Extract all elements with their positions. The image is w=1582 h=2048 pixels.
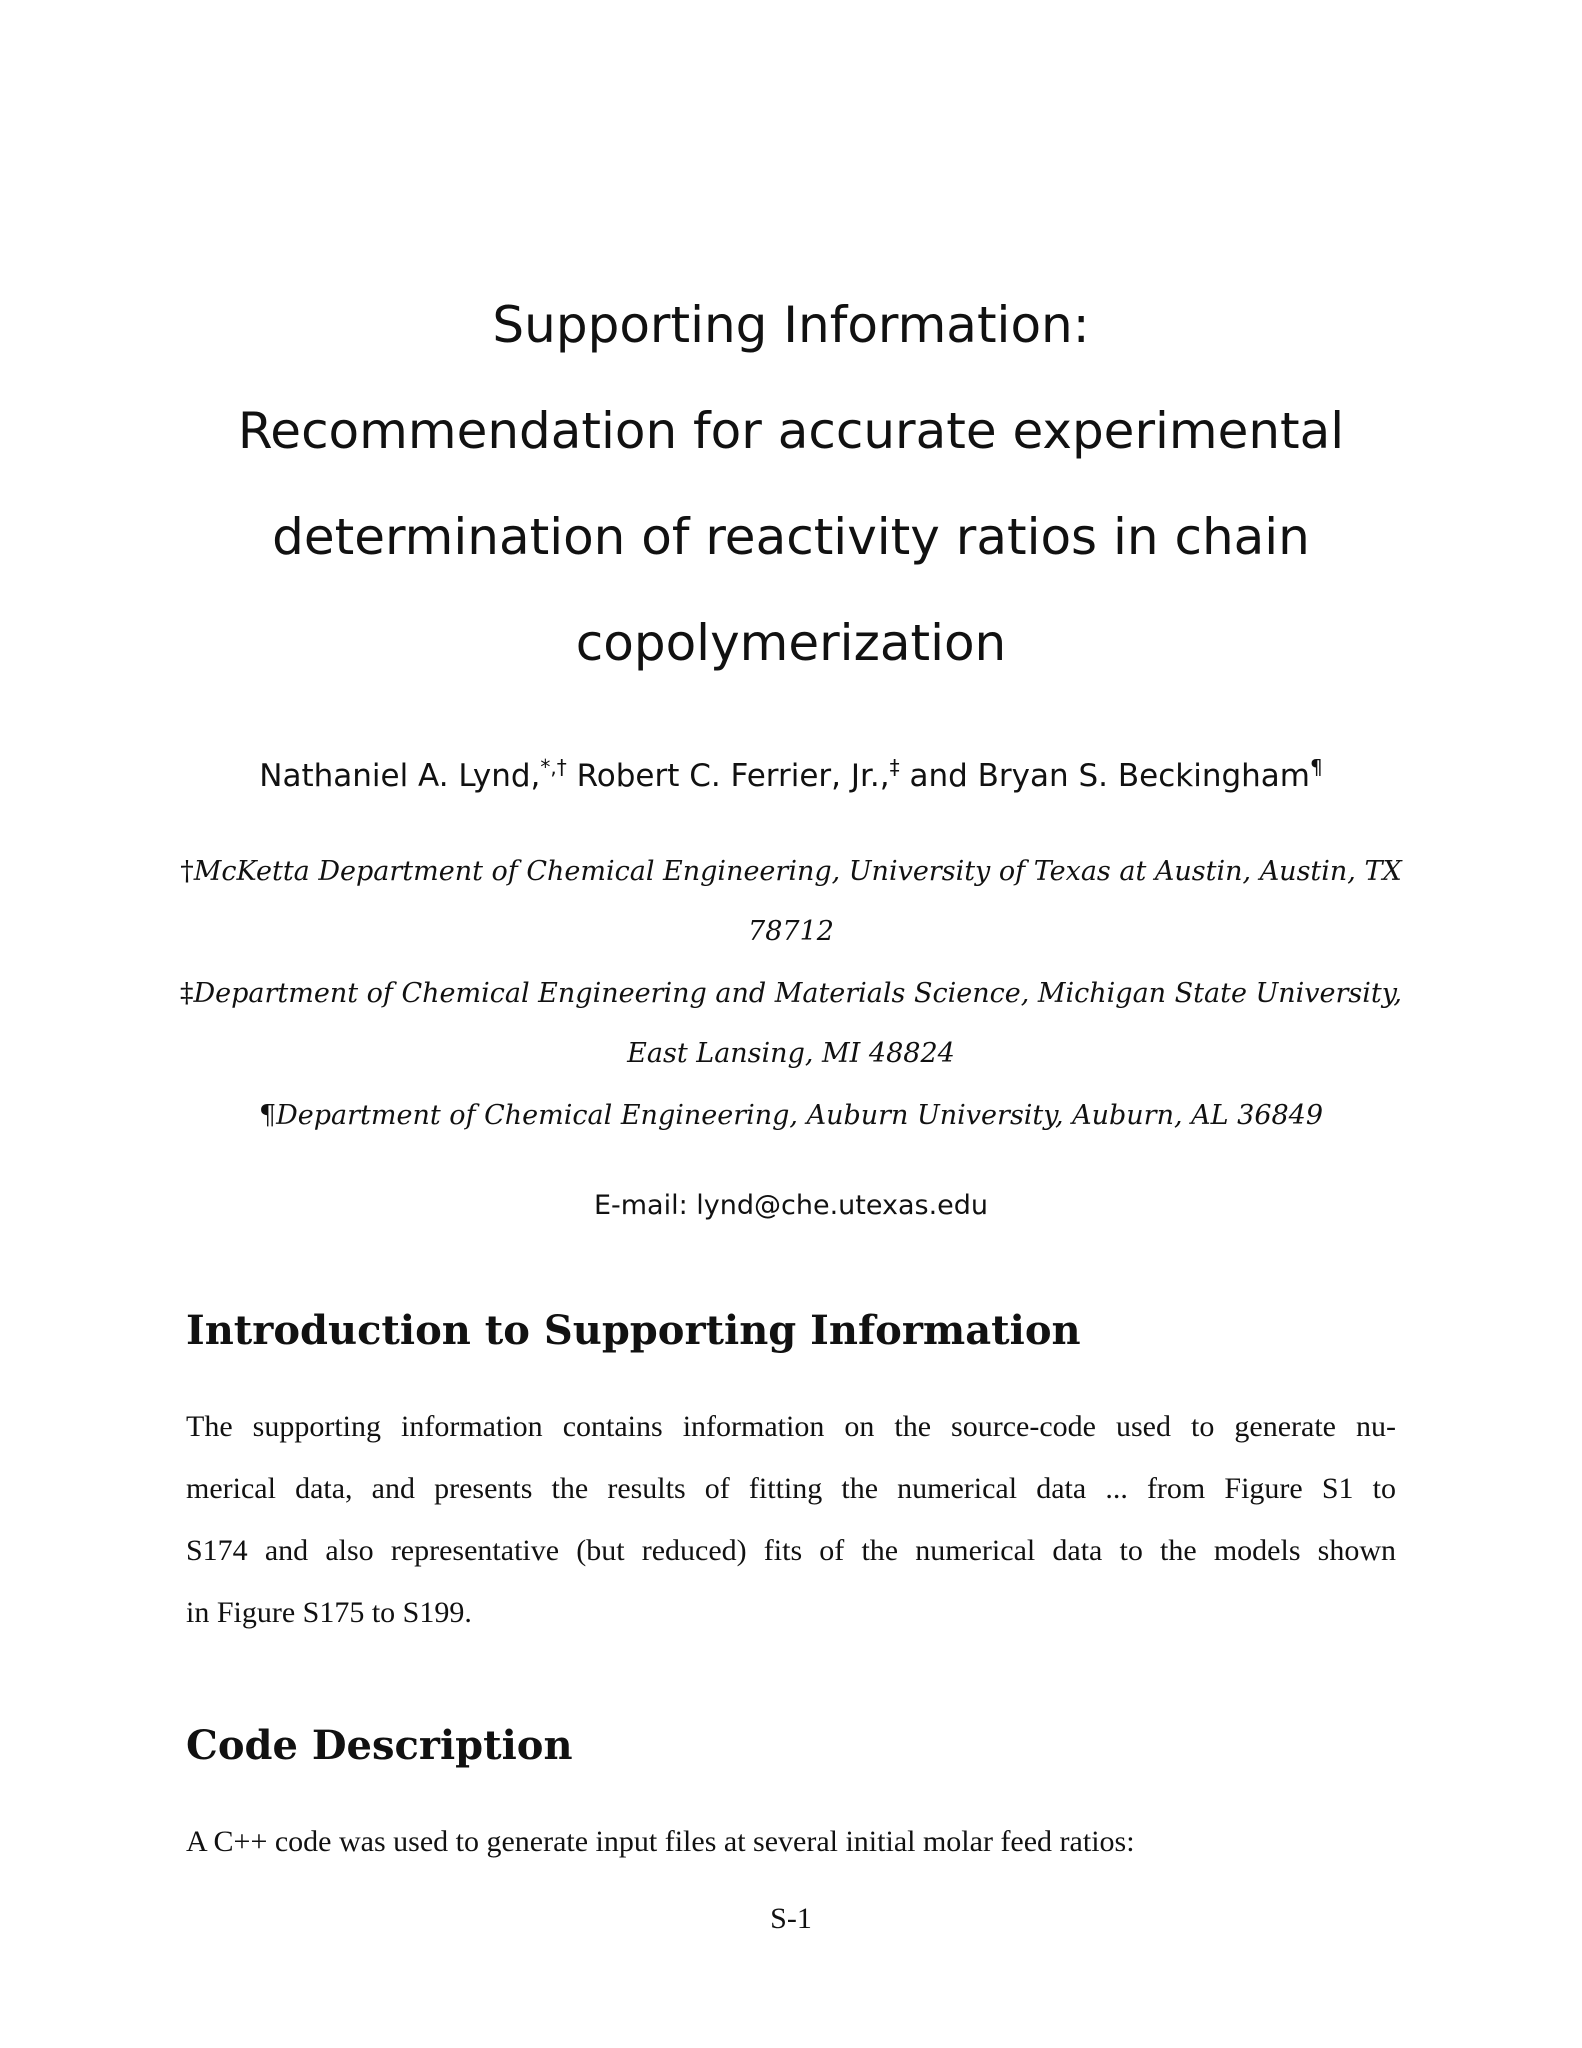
paper-title	[0, 272, 1582, 696]
title-line: determination of reactivity ratios in chain	[272, 508, 1310, 566]
author-name: and Bryan S. Beckingham	[899, 758, 1310, 794]
contact-email: E-mail: lynd@che.utexas.edu	[593, 1190, 989, 1221]
section-heading-intro: Introduction to Supporting Information	[186, 1307, 1081, 1354]
affiliation-mark: ¶	[258, 1100, 277, 1131]
affiliation-line: East Lansing, MI 48824	[627, 1038, 955, 1069]
paragraph-line: The supporting information contains information on the source-code used to generate nu-	[186, 1410, 1396, 1443]
author-affiliation-marks: *,†	[540, 755, 567, 779]
affiliation-mark: †	[180, 856, 194, 887]
paragraph-line: in Figure S175 to S199.	[186, 1596, 472, 1629]
paragraph-line: merical data, and presents the results of fitting the numerical data ... from Figure S1 to	[186, 1472, 1396, 1505]
section-heading-code: Code Description	[186, 1722, 573, 1769]
paragraph-line: A C++ code was used to generate input files at several initial molar feed ratios:	[186, 1825, 1135, 1858]
title-line: Recommendation for accurate experimental	[237, 402, 1345, 460]
title-line: Supporting Information:	[492, 296, 1090, 354]
author-affiliation-marks: ‡	[889, 755, 900, 779]
paragraph-line: S174 and also representative (but reduced) fits of the numerical data to the models shown	[186, 1534, 1396, 1567]
affiliation-line: 78712	[748, 916, 834, 947]
affiliation-line	[0, 1096, 1582, 1136]
author-list	[0, 752, 1582, 800]
affiliation-mark: ‡	[179, 978, 194, 1009]
affiliation-text: Department of Chemical Engineering, Auburn University, Auburn, AL 36849	[276, 1100, 1324, 1131]
author-affiliation-marks: ¶	[1310, 755, 1323, 779]
title-line: copolymerization	[575, 614, 1007, 672]
author-name: Robert C. Ferrier, Jr.,	[566, 758, 890, 794]
affiliation-text: McKetta Department of Chemical Engineering, University of Texas at Austin, Austin, TX	[193, 856, 1402, 887]
author-name: Nathaniel A. Lynd,	[259, 758, 541, 794]
page-number: S-1	[770, 1902, 812, 1935]
affiliation-line	[0, 852, 1582, 892]
affiliation-line	[0, 974, 1582, 1014]
affiliation-text: Department of Chemical Engineering and Materials Science, Michigan State University,	[193, 978, 1403, 1009]
